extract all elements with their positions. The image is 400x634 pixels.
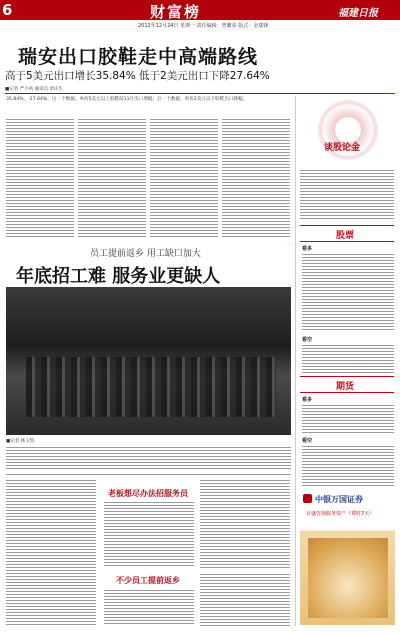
feature-intro xyxy=(6,445,291,471)
stock-section-rule-2 xyxy=(300,241,394,242)
lead-headline: 瑞安出口胶鞋走中高端路线 xyxy=(18,46,259,68)
photo-crowd xyxy=(26,357,276,417)
bank-ad xyxy=(300,490,395,625)
futures-kanduo-text xyxy=(302,403,394,433)
page-number: 6 xyxy=(2,1,13,19)
feature-rule xyxy=(6,474,291,475)
stock-kanduo-text xyxy=(302,252,394,332)
feature-headline: 年底招工难 服务业更缺人 xyxy=(16,266,221,287)
feature-kicker: 员工提前返乡 用工缺口加大 xyxy=(90,249,201,259)
futures-section-title: 期货 xyxy=(336,382,355,392)
feature-body-col-3 xyxy=(200,478,290,568)
futures-section-rule-2 xyxy=(300,392,394,393)
lead-body-col-4 xyxy=(222,117,290,237)
dateline: 2012年12月24日 星期一 责任编辑：曾繁荣 版式：金瑞锋 xyxy=(138,23,269,29)
bank-name: 中银万国证券 xyxy=(315,495,363,504)
stock-section-rule xyxy=(300,225,394,226)
lead-intro: 35.84%，-27.64%，这一个数据，单价5美元以上胶鞋前11月出口增幅；后一个数据，单价2美元以下胶鞋出口降幅。 xyxy=(6,97,248,102)
bank-logo-icon xyxy=(303,494,312,503)
feature-photo xyxy=(6,287,291,435)
lead-body-col-2 xyxy=(78,117,146,237)
futures-section-rule xyxy=(300,376,394,377)
feature-body-col-4 xyxy=(104,588,194,626)
stock-kankong-text xyxy=(302,343,394,373)
lead-subheadline: 高于5美元出口增长35.84% 低于2美元出口下降27.64% xyxy=(5,70,270,82)
bank-ad-image xyxy=(308,538,388,618)
feature-body-col-1 xyxy=(6,478,96,626)
feature-body-col-5 xyxy=(200,572,290,626)
feature-byline: ■记者 林玉凯 xyxy=(6,439,35,444)
feature-body-col-2 xyxy=(104,500,194,568)
futures-kankong-label: 看空 xyxy=(302,438,313,444)
sidebar-intro-text xyxy=(300,168,394,220)
stock-kankong-label: 看空 xyxy=(302,337,313,343)
masthead: 福建日报 xyxy=(338,8,378,19)
futures-kankong-text xyxy=(302,444,394,488)
stock-section-title: 股票 xyxy=(336,231,355,241)
lead-byline: ■记者 严小风 通讯员 余庆生 xyxy=(5,87,64,92)
futures-kanduo-label: 看多 xyxy=(302,397,313,403)
lead-body-col-3 xyxy=(150,117,218,237)
feature-sub-1: 老板想尽办法招服务员 xyxy=(108,489,188,498)
lead-body-col-1 xyxy=(6,117,74,237)
bank-sub: 百盛咨询服务资产（费时7天） xyxy=(306,511,375,517)
sidebar-logo-text: 谈股论金 xyxy=(324,143,361,153)
lead-rule xyxy=(5,93,395,94)
stock-kanduo-label: 看多 xyxy=(302,246,313,252)
section-title: 财富榜 xyxy=(150,3,202,21)
sidebar-logo xyxy=(318,100,378,160)
sidebar-divider xyxy=(295,96,296,626)
feature-sub-2: 不少员工提前返乡 xyxy=(116,576,180,585)
